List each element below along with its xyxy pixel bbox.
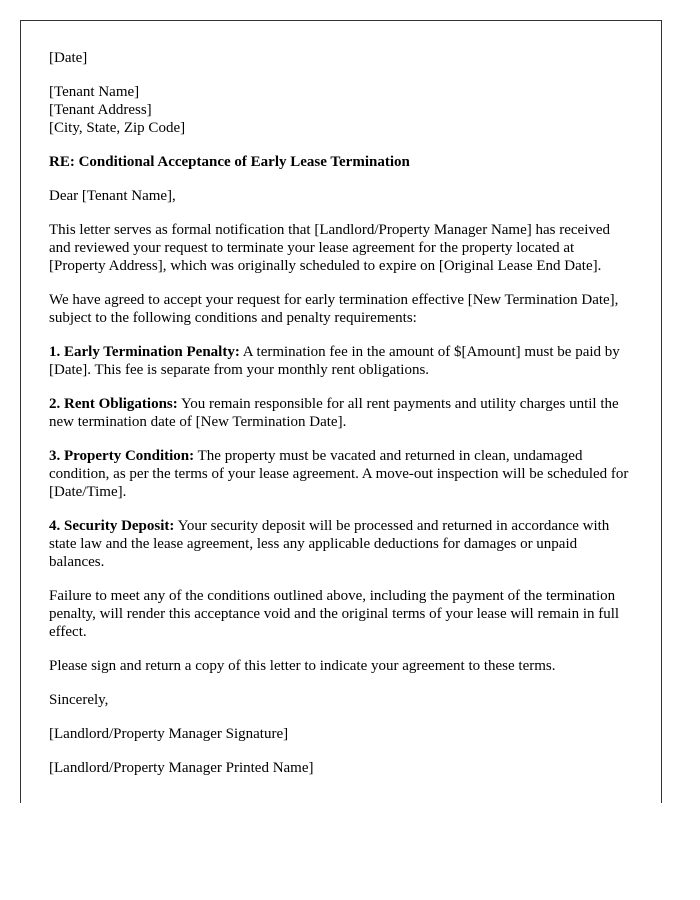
condition-title: 3. Property Condition: xyxy=(49,448,195,464)
intro-paragraph: This letter serves as formal notification that [Landlord/Property Manager Name] has received and reviewed your request to terminate your lease agreement for the property located at [Property Address], which was originally scheduled to expire on [Original Lease End Date]. xyxy=(49,222,611,274)
agreement-paragraph: We have agreed to accept your request for early termination effective [New Termination Date], subject to the following conditions and penalty requirements: xyxy=(49,292,619,326)
condition-text: The property must be vacated and returned in clean, undamaged condition, as per the terms of your lease agreement. A move-out inspection will be scheduled for [Date/Time]. xyxy=(49,448,629,500)
subject-line: RE: Conditional Acceptance of Early Lease Termination xyxy=(49,154,410,170)
condition-text: You remain responsible for all rent payments and utility charges until the new termination date of [New Termination Date]. xyxy=(49,396,619,430)
condition-title: 1. Early Termination Penalty: xyxy=(49,344,240,360)
recipient-name: [Tenant Name] xyxy=(49,84,140,100)
condition-text: A termination fee in the amount of $[Amount] must be paid by [Date]. This fee is separate from your monthly rent obligations. xyxy=(49,344,620,378)
letter-page xyxy=(20,20,662,803)
request-paragraph: Please sign and return a copy of this letter to indicate your agreement to these terms. xyxy=(49,658,556,674)
salutation: Dear [Tenant Name], xyxy=(49,188,176,204)
recipient-city: [City, State, Zip Code] xyxy=(49,120,186,136)
closing: Sincerely, xyxy=(49,692,109,708)
signature-line: [Landlord/Property Manager Signature] xyxy=(49,726,289,742)
condition-item xyxy=(49,517,632,571)
recipient-address: [Tenant Address] xyxy=(49,102,152,118)
condition-title: 2. Rent Obligations: xyxy=(49,396,178,412)
condition-title: 4. Security Deposit: xyxy=(49,518,175,534)
printed-name-line: [Landlord/Property Manager Printed Name] xyxy=(49,760,314,776)
failure-paragraph: Failure to meet any of the conditions outlined above, including the payment of the termination penalty, will render this acceptance void and the original terms of your lease will remain in full effect. xyxy=(49,588,620,640)
recipient-block xyxy=(49,83,632,137)
condition-item xyxy=(49,343,632,379)
condition-item xyxy=(49,447,632,501)
letter-date: [Date] xyxy=(49,50,88,66)
condition-item xyxy=(49,395,632,431)
condition-text: Your security deposit will be processed and returned in accordance with state law and the lease agreement, less any applicable deductions for damages or unpaid balances. xyxy=(49,518,610,570)
